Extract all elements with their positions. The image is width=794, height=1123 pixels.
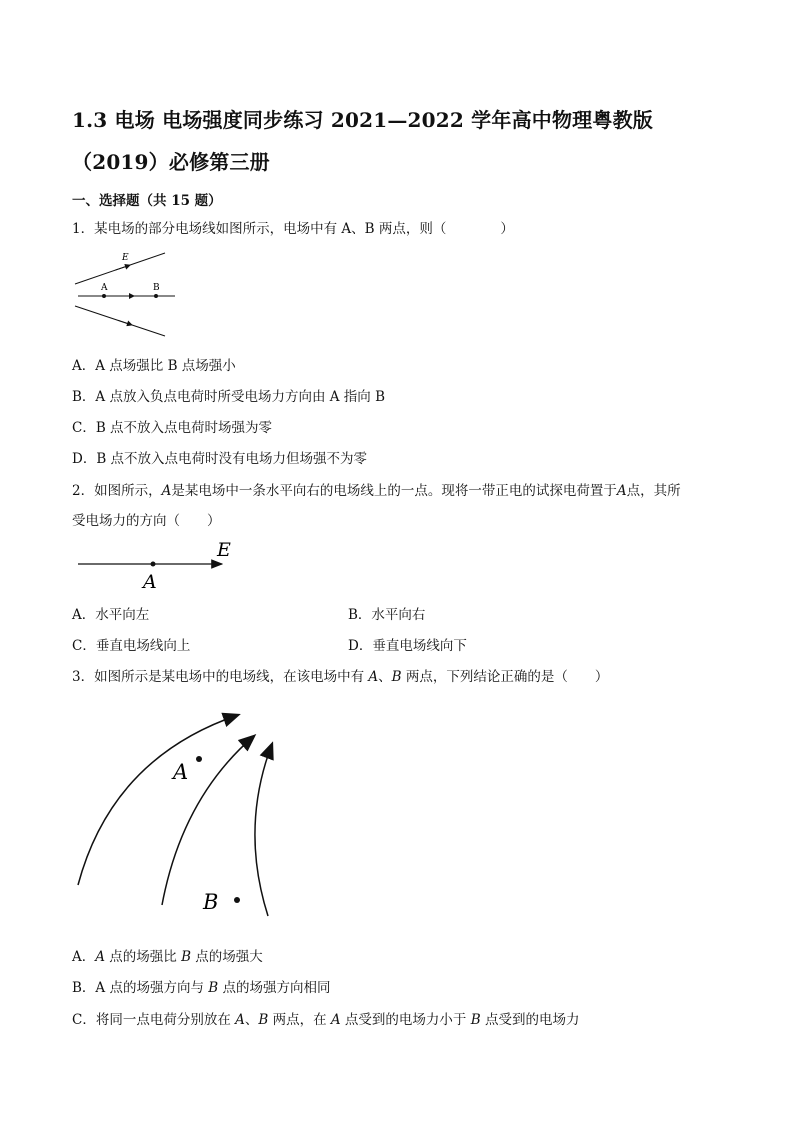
q3-option-a: A．A 点的场强比 B 点的场强大: [72, 949, 263, 965]
q1-label-e: E: [122, 253, 129, 263]
q2-option-b: B．水平向右: [348, 607, 426, 623]
section-heading: 一、选择题（共 15 题）: [72, 193, 222, 209]
point-a: [102, 294, 106, 298]
q2-option-d: D．垂直电场线向下: [348, 638, 467, 654]
q3-label-b: B: [203, 890, 219, 914]
q2-stem-line2: 受电场力的方向（ ）: [72, 513, 221, 529]
q2-label-e: E: [217, 539, 231, 561]
q3-field-figure: [72, 708, 287, 923]
q1-label-b: B: [153, 283, 160, 293]
q1-option-c: C．B 点不放入点电荷时场强为零: [72, 420, 273, 436]
q1-stem: 1．某电场的部分电场线如图所示，电场中有 A、B 两点，则（ ）: [72, 221, 514, 237]
q2-option-c: C．垂直电场线向上: [72, 638, 191, 654]
point-a: [196, 756, 202, 762]
q2-label-a: A: [143, 571, 157, 593]
q1-option-a: A．A 点场强比 B 点场强小: [72, 358, 236, 374]
field-line-right: [255, 744, 272, 916]
point-b: [154, 294, 158, 298]
q3-stem: 3．如图所示是某电场中的电场线，在该电场中有 A、B 两点，下列结论正确的是（ ）: [72, 669, 609, 685]
q3-label-a: A: [173, 760, 189, 784]
q2-option-a: A．水平向左: [72, 607, 150, 623]
point-a: [151, 562, 156, 567]
q1-option-b: B．A 点放入负点电荷时所受电场力方向由 A 指向 B: [72, 389, 386, 405]
field-line-left: [78, 715, 238, 885]
point-b: [234, 897, 240, 903]
q2-field-figure: [76, 538, 241, 594]
page-title-line2: （2019）必修第三册: [72, 150, 270, 174]
q2-stem: 2．如图所示，A是某电场中一条水平向右的电场线上的一点。现将一带正电的试探电荷置于A点，其所: [72, 483, 681, 499]
q3-option-c: C．将同一点电荷分别放在 A、B 两点，在 A 点受到的电场力小于 B 点受到的电场力: [72, 1012, 580, 1028]
q1-label-a: A: [101, 283, 108, 293]
page-title: 1.3 电场 电场强度同步练习 2021—2022 学年高中物理粤教版: [72, 108, 653, 132]
q1-field-figure: [70, 248, 180, 342]
q1-option-d: D．B 点不放入点电荷时没有电场力但场强不为零: [72, 451, 368, 467]
q3-option-b: B．A 点的场强方向与 B 点的场强方向相同: [72, 980, 331, 996]
